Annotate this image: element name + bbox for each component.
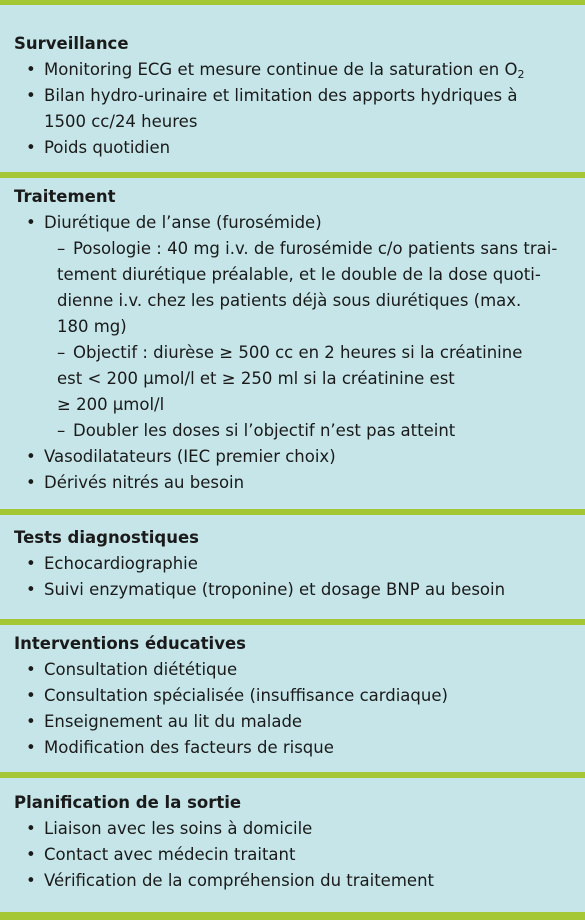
- bullet-icon: •: [26, 86, 36, 105]
- section-interventions-educatives: [0, 625, 585, 772]
- list-item: • Poids quotidien: [14, 135, 577, 161]
- bullet-icon: •: [26, 447, 36, 466]
- sub-list-item-continuation: tement diurétique préalable, et le double de la dose quoti-: [57, 265, 541, 284]
- list-item: • Vérification de la compréhension du traitement: [14, 868, 577, 894]
- bullet-icon: •: [26, 60, 36, 79]
- divider-band: [0, 912, 585, 920]
- section-title: Interventions éducatives: [14, 634, 246, 653]
- list-item: • Monitoring ECG et mesure continue de la saturation en $O_2$: [14, 57, 577, 83]
- dash-icon: –: [57, 343, 66, 362]
- section-title: Surveillance: [14, 34, 129, 53]
- section-planification-sortie: [0, 778, 585, 912]
- bullet-icon: •: [26, 580, 36, 599]
- sub-list-item-continuation: ≥ 200 µmol/l: [57, 395, 165, 414]
- list-item: • Enseignement au lit du malade: [14, 709, 577, 735]
- list-item: • Echocardiographie: [14, 551, 577, 577]
- list-item: • Dérivés nitrés au besoin: [14, 470, 577, 496]
- section-traitement: [0, 178, 585, 509]
- list-item: • Liaison avec les soins à domicile: [14, 816, 577, 842]
- bullet-icon: •: [26, 845, 36, 864]
- sub-list-item: – Posologie : 40 mg i.v. de furosémide c/o patients sans trai-: [14, 236, 577, 262]
- bullet-icon: •: [26, 871, 36, 890]
- section-title: Traitement: [14, 187, 116, 206]
- list-item-continuation: 1500 cc/24 heures: [44, 112, 198, 131]
- list-item: • Contact avec médecin traitant: [14, 842, 577, 868]
- section-title: Tests diagnostiques: [14, 528, 199, 547]
- section-surveillance: [0, 5, 585, 172]
- bullet-icon: •: [26, 213, 36, 232]
- list-item: • Consultation spécialisée (insuffisance cardiaque): [14, 683, 577, 709]
- bullet-icon: •: [26, 554, 36, 573]
- list-item: • Suivi enzymatique (troponine) et dosage BNP au besoin: [14, 577, 577, 603]
- sub-list-item: – Objectif : diurèse ≥ 500 cc en 2 heures si la créatinine: [14, 340, 577, 366]
- sub-list-item-continuation: dienne i.v. chez les patients déjà sous diurétiques (max.: [57, 291, 522, 310]
- section-title: Planification de la sortie: [14, 793, 242, 812]
- bullet-icon: •: [26, 473, 36, 492]
- bullet-icon: •: [26, 686, 36, 705]
- list-item: • Bilan hydro-urinaire et limitation des apports hydriques à: [14, 83, 577, 109]
- bullet-icon: •: [26, 819, 36, 838]
- bullet-icon: •: [26, 712, 36, 731]
- list-item: • Diurétique de l’anse (furosémide): [14, 210, 577, 236]
- sub-list-item: – Doubler les doses si l’objectif n’est pas atteint: [14, 418, 577, 444]
- sub-list-item-continuation: est < 200 µmol/l et ≥ 250 ml si la créatinine est: [57, 369, 455, 388]
- list-item: • Modification des facteurs de risque: [14, 735, 577, 761]
- bullet-icon: •: [26, 138, 36, 157]
- sub-list-item-continuation: 180 mg): [57, 317, 127, 336]
- section-tests-diagnostiques: [0, 515, 585, 619]
- dash-icon: –: [57, 421, 66, 440]
- list-item: • Consultation diététique: [14, 657, 577, 683]
- bullet-icon: •: [26, 660, 36, 679]
- bullet-icon: •: [26, 738, 36, 757]
- list-item: • Vasodilatateurs (IEC premier choix): [14, 444, 577, 470]
- dash-icon: –: [57, 239, 66, 258]
